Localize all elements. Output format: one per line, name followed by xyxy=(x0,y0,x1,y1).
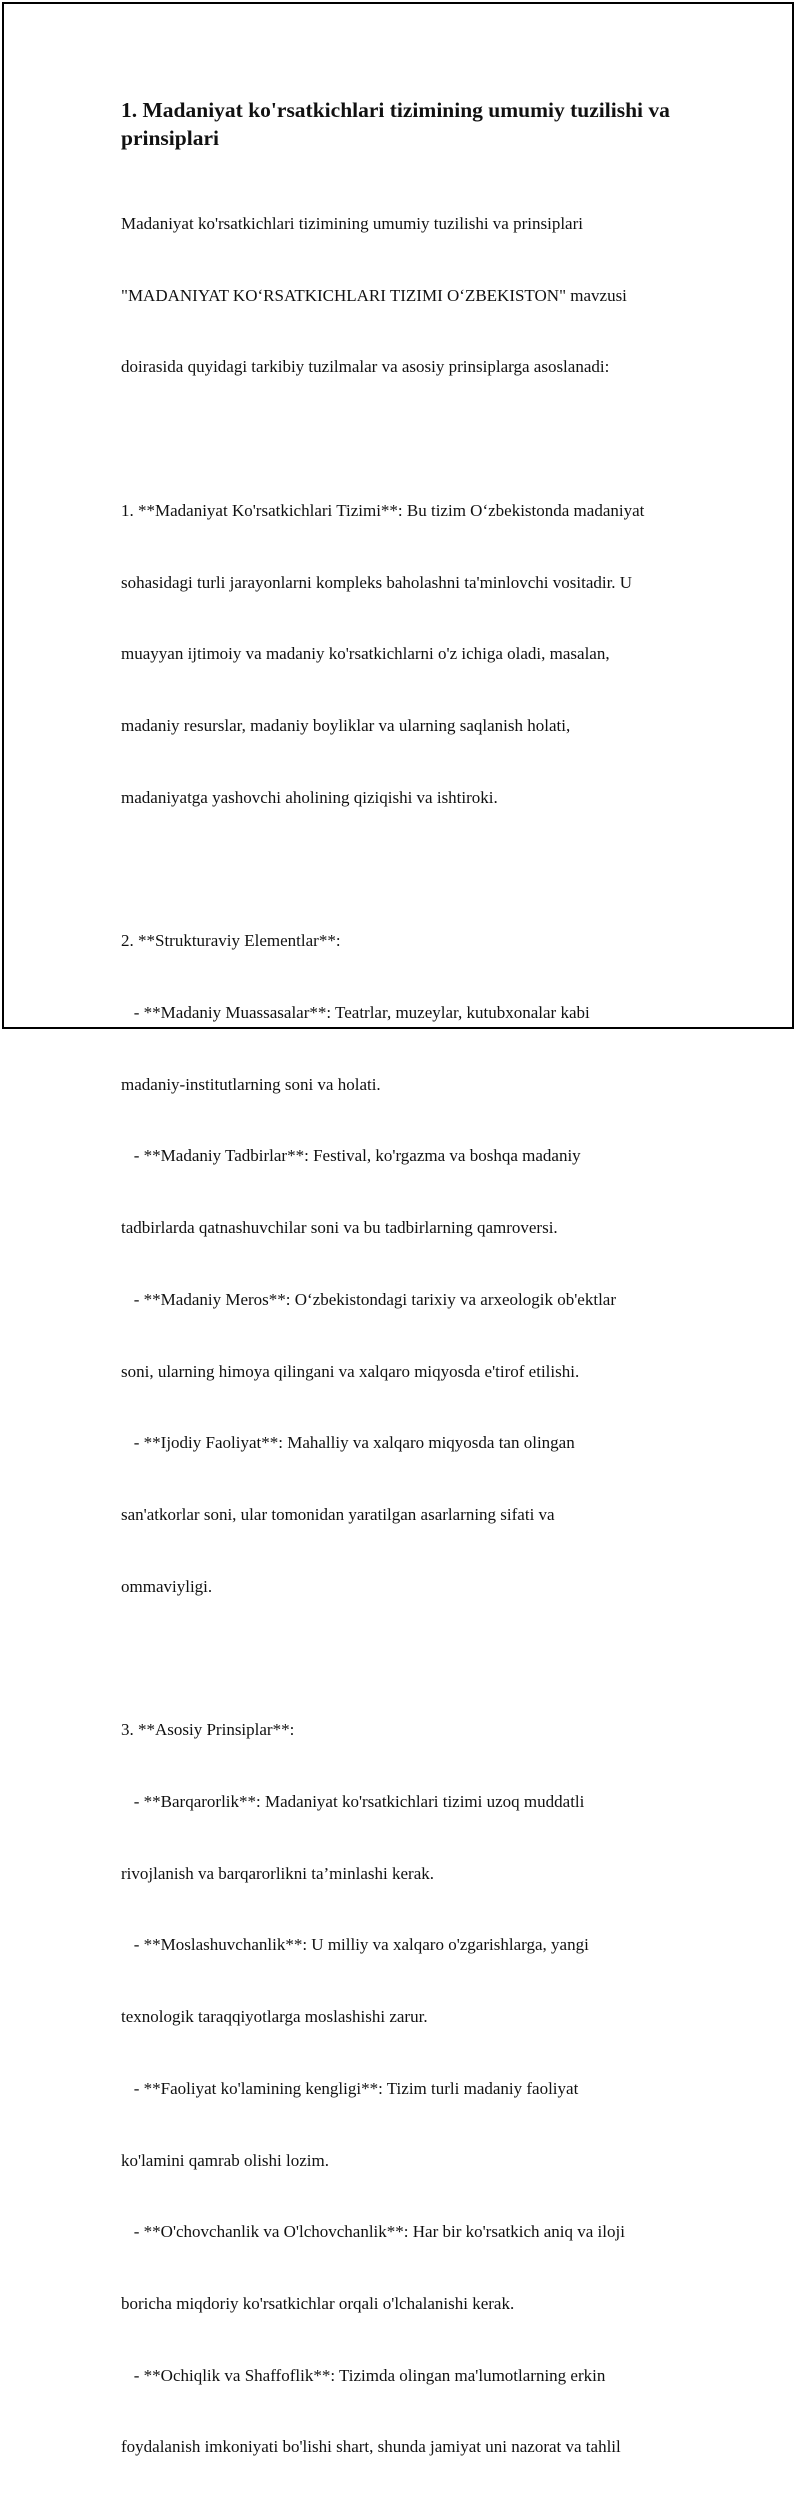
text-line: rivojlanish va barqarorlikni ta’minlashi kerak. xyxy=(121,1863,434,1883)
text-line: san'atkorlar soni, ular tomonidan yaratilgan asarlarning sifati va xyxy=(121,1504,555,1524)
title-line: prinsiplari xyxy=(121,126,219,150)
paragraph-gap xyxy=(121,857,701,881)
text-line: madaniy resurslar, madaniy boyliklar va ularning saqlanish holati, xyxy=(121,715,571,735)
section-2-paragraph xyxy=(121,881,701,1646)
text-line: "MADANIYAT KO‘RSATKICHLARI TIZIMI O‘ZBEKISTON" mavzusi xyxy=(121,285,627,305)
text-line: - **Madaniy Muassasalar**: Teatrlar, muzeylar, kutubxonalar kabi xyxy=(121,1002,590,1022)
text-line: tadbirlarda qatnashuvchilar soni va bu tadbirlarning qamroversi. xyxy=(121,1218,558,1238)
text-line: 1. **Madaniyat Ko'rsatkichlari Tizimi**: Bu tizim O‘zbekistonda madaniyat xyxy=(121,500,645,520)
text-line: doirasida quyidagi tarkibiy tuzilmalar va asosiy prinsiplarga asoslanadi: xyxy=(121,357,610,377)
intro-paragraph xyxy=(121,164,701,427)
text-line: sohasidagi turli jarayonlarni kompleks baholashni ta'minlovchi vositadir. U xyxy=(121,572,633,592)
section-3-paragraph xyxy=(121,1670,701,2507)
text-line: muayyan ijtimoiy va madaniy ko'rsatkichlarni o'z ichiga oladi, masalan, xyxy=(121,644,610,664)
section-1-paragraph xyxy=(121,451,701,857)
text-line: - **Ijodiy Faoliyat**: Mahalliy va xalqaro miqyosda tan olingan xyxy=(121,1433,575,1453)
document-title xyxy=(121,96,701,152)
text-line: - **Moslashuvchanlik**: U milliy va xalqaro o'zgarishlarga, yangi xyxy=(121,1935,589,1955)
paragraph-gap xyxy=(121,427,701,451)
text-line: boricha miqdoriy ko'rsatkichlar orqali o'lchalanishi kerak. xyxy=(121,2293,515,2313)
title-line: 1. Madaniyat ko'rsatkichlari tizimining umumiy tuzilishi va xyxy=(121,98,670,122)
text-line: - **Madaniy Tadbirlar**: Festival, ko'rgazma va boshqa madaniy xyxy=(121,1146,581,1166)
document-page xyxy=(2,2,794,2457)
text-line: ko'lamini qamrab olishi lozim. xyxy=(121,2150,329,2170)
text-line: soni, ularning himoya qilingani va xalqaro miqyosda e'tirof etilishi. xyxy=(121,1361,580,1381)
document-content xyxy=(121,96,701,2507)
text-line: - **Madaniy Meros**: O‘zbekistondagi tarixiy va arxeologik ob'ektlar xyxy=(121,1289,616,1309)
text-line: - **Barqarorlik**: Madaniyat ko'rsatkichlari tizimi uzoq muddatli xyxy=(121,1791,585,1811)
text-line: - **Faoliyat ko'lamining kengligi**: Tizim turli madaniy faoliyat xyxy=(121,2078,579,2098)
text-line: 2. **Strukturaviy Elementlar**: xyxy=(121,931,341,951)
text-line: Madaniyat ko'rsatkichlari tizimining umumiy tuzilishi va prinsiplari xyxy=(121,213,583,233)
paragraph-gap xyxy=(121,1646,701,1670)
text-line: madaniy-institutlarning soni va holati. xyxy=(121,1074,381,1094)
text-line: madaniyatga yashovchi aholining qiziqishi va ishtiroki. xyxy=(121,787,498,807)
text-line: - **O'chovchanlik va O'lchovchanlik**: Har bir ko'rsatkich aniq va iloji xyxy=(121,2222,625,2242)
text-line: texnologik taraqqiyotlarga moslashishi zarur. xyxy=(121,2007,428,2027)
text-line: foydalanish imkoniyati bo'lishi shart, shunda jamiyat uni nazorat va tahlil xyxy=(121,2437,621,2457)
text-line: ommaviyligi. xyxy=(121,1576,213,1596)
text-line: 3. **Asosiy Prinsiplar**: xyxy=(121,1720,295,1740)
text-line: - **Ochiqlik va Shaffoflik**: Tizimda olingan ma'lumotlarning erkin xyxy=(121,2365,606,2385)
